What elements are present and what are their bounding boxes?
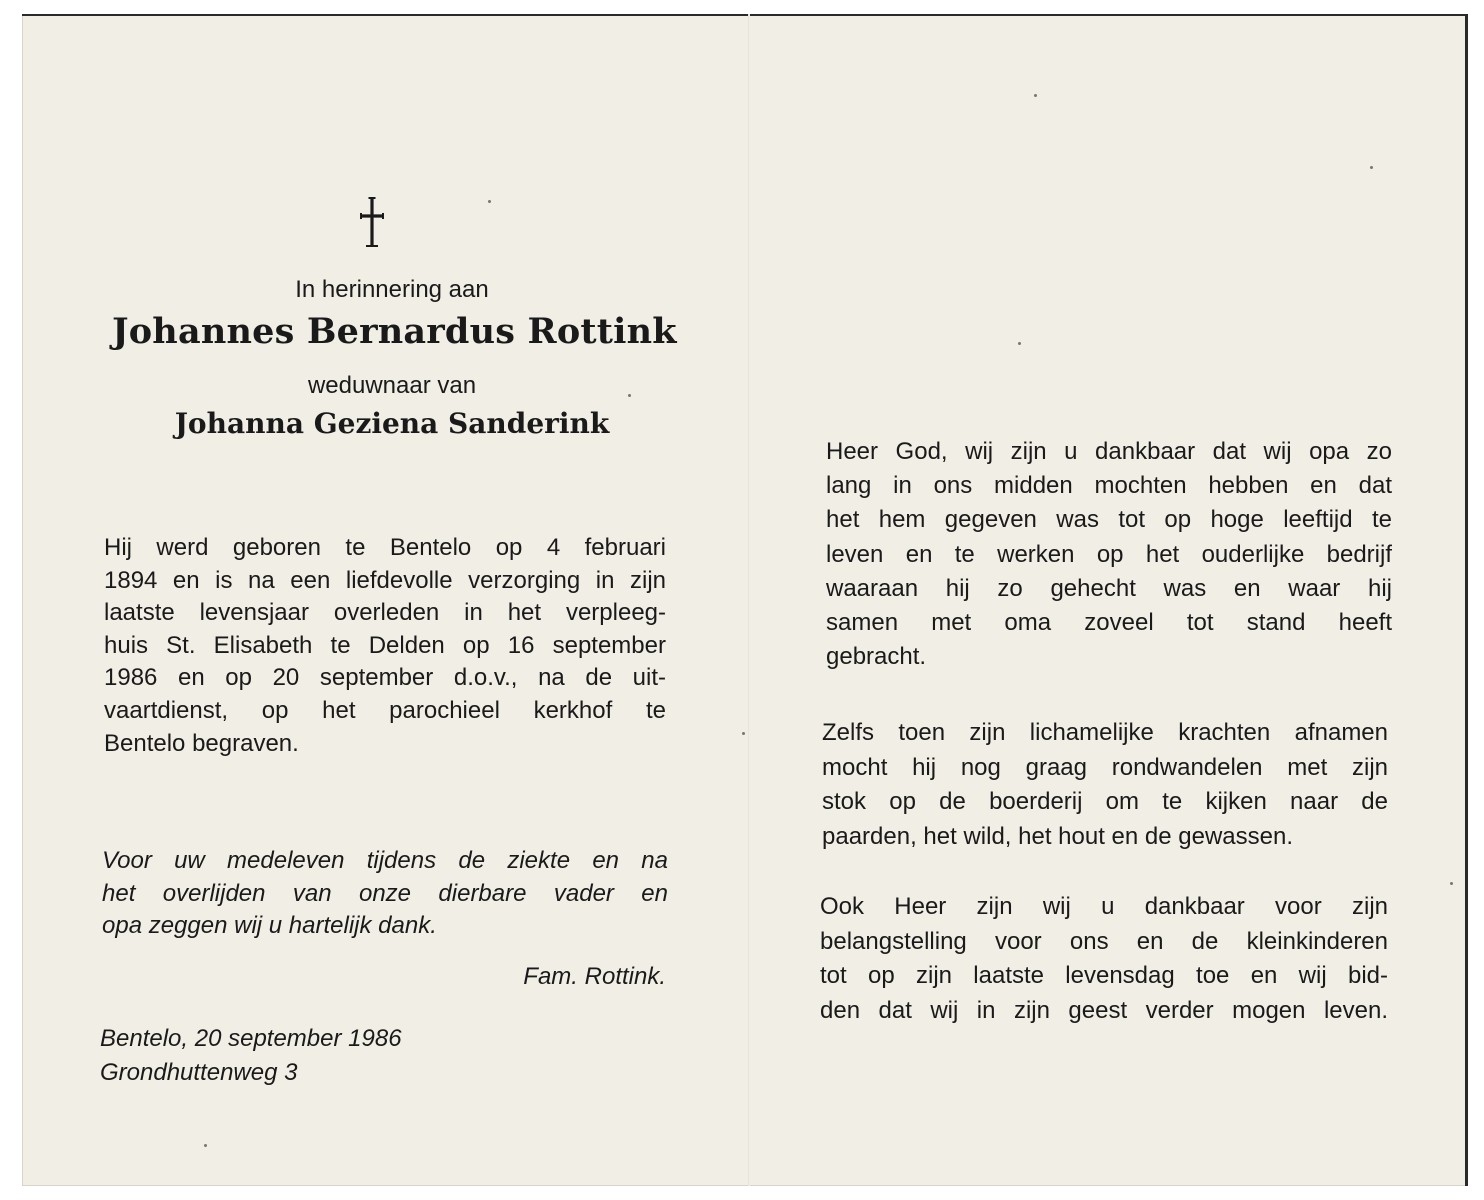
paper-speck <box>488 200 491 203</box>
prayer-paragraph-2 <box>822 716 1388 854</box>
cross-icon <box>342 192 402 252</box>
paper-speck <box>1450 882 1453 885</box>
paper-speck <box>1034 94 1037 97</box>
spouse-name: Johanna Geziena Sanderink <box>174 407 610 440</box>
biography-paragraph <box>104 532 666 760</box>
bio-line: 1986 en op 20 september d.o.v., na de uit- <box>104 664 666 692</box>
card-fold <box>748 14 750 1186</box>
place-date-block <box>100 1022 402 1090</box>
bio-line: Bentelo begraven. <box>104 729 299 757</box>
deceased-name: Johannes Bernardus Rottink <box>112 311 677 352</box>
paper-speck <box>204 1144 207 1147</box>
prayer-line: leven en te werken op het ouderlijke bedrijf <box>826 540 1392 568</box>
thanks-line: opa zeggen wij u hartelijk dank. <box>102 912 437 940</box>
thanks-paragraph <box>102 845 668 943</box>
prayer-line: gebracht. <box>826 643 927 671</box>
bio-line: 1894 en is na een liefdevolle verzorging in zijn <box>104 566 666 594</box>
paper-speck <box>1370 166 1373 169</box>
prayer-line: samen met oma zoveel tot stand heeft <box>826 609 1392 637</box>
thanks-line: Voor uw medeleven tijdens de ziekte en na <box>102 847 668 874</box>
prayer-line: stok op de boerderij om te kijken naar de <box>822 788 1388 815</box>
prayer-line: Ook Heer zijn wij u dankbaar voor zijn <box>820 893 1388 920</box>
prayer-line: mocht hij nog graag rondwandelen met zijn <box>822 753 1388 781</box>
prayer-line: Zelfs toen zijn lichamelijke krachten afnamen <box>822 719 1388 746</box>
paper-speck <box>628 394 631 397</box>
in-memory-heading: In herinnering aan <box>295 276 489 303</box>
bio-line: huis St. Elisabeth te Delden op 16 september <box>104 631 666 659</box>
paper-speck <box>742 732 745 735</box>
address: Grondhuttenweg 3 <box>100 1059 298 1086</box>
paper-speck <box>1018 342 1021 345</box>
prayer-line: het hem gegeven was tot op hoge leeftijd te <box>826 506 1392 534</box>
memorial-card <box>22 14 1468 1186</box>
prayer-paragraph-1 <box>826 435 1392 674</box>
prayer-line: belangstelling voor ons en de kleinkinderen <box>820 927 1388 955</box>
prayer-line: den dat wij in zijn geest verder mogen leven. <box>820 996 1388 1024</box>
prayer-line: paarden, het wild, het hout en de gewassen. <box>822 822 1293 850</box>
prayer-line: waaraan hij zo gehecht was en waar hij <box>826 574 1392 602</box>
bio-line: Hij werd geboren te Bentelo op 4 februari <box>104 534 666 561</box>
widower-of-label: weduwnaar van <box>307 372 477 399</box>
prayer-line: tot op zijn laatste levensdag toe en wij bid- <box>820 962 1388 989</box>
bio-line: laatste levensjaar overleden in het verpleeg- <box>104 599 666 627</box>
thanks-line: het overlijden van onze dierbare vader en <box>102 879 668 907</box>
prayer-paragraph-3 <box>820 890 1388 1028</box>
bio-line: vaartdienst, op het parochieel kerkhof te <box>104 696 666 724</box>
prayer-line: Heer God, wij zijn u dankbaar dat wij opa zo <box>826 438 1392 465</box>
place-date: Bentelo, 20 september 1986 <box>100 1025 402 1052</box>
family-signature: Fam. Rottink. <box>523 963 666 990</box>
prayer-line: lang in ons midden mochten hebben en dat <box>826 472 1392 500</box>
